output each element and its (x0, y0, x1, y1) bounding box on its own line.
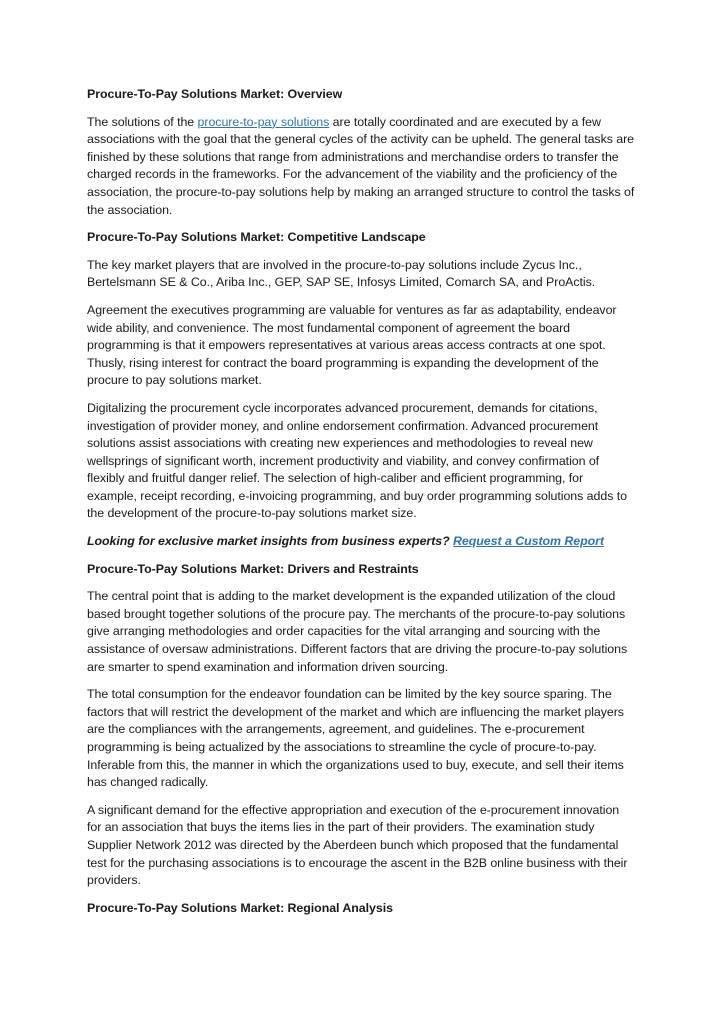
promo-line (87, 533, 635, 551)
drivers-paragraph-1: The central point that is adding to the market development is the expanded utilization of the cloud based brought together solutions of the procure pay. The merchants of the procure-to-pay solutions give arranging methodologies and order capacities for the vital arranging and sourcing with the assistance of oversaw administrations. Different factors that are driving the procure-to-pay solutions are smarter to spend examination and information driven sourcing. (87, 589, 628, 674)
overview-text-after: are totally coordinated and are executed by a few associations with the goal that the general cycles of the activity can be upheld. The general tasks are finished by these solutions that range from administrations and merchandise orders to transfer the charged records in the frameworks. For the advancement of the viability and the proficiency of the association, the procure-to-pay solutions help by making an arranged structure to control the tasks of the association. (87, 114, 635, 217)
document-body (87, 86, 635, 927)
overview-text-before: The solutions of the (87, 114, 198, 129)
promo-text: Looking for exclusive market insights from business experts? (87, 534, 454, 549)
drivers-paragraph-2: The total consumption for the endeavor foundation can be limited by the key source sparing. The factors that will restrict the development of the market and which are influencing the market players are the compliances with the arrangements, agreement, and guidelines. The e-procurement programming is being actualized by the associations to streamline the cycle of procure-to-pay. Inferable from this, the manner in which the organizations used to buy, execute, and sell their items has changed radically. (87, 687, 624, 790)
regional-analysis-heading: Procure-To-Pay Solutions Market: Regional Analysis (87, 900, 393, 915)
drivers-paragraph-3: A significant demand for the effective appropriation and execution of the e-procurement innovation for an association that buys the items lies in the part of their providers. The examination study Supplier Network 2012 was directed by the Aberdeen bunch which proposed that the fundamental test for the purchasing associations is to encourage the ascent in the B2B online business with their providers. (87, 802, 628, 888)
overview-heading: Procure-To-Pay Solutions Market: Overview (87, 87, 343, 101)
competitive-paragraph-2: Agreement the executives programming are valuable for ventures as far as adaptability, endeavor wide ability, and convenience. The most fundamental component of agreement the board programming is that it empowers representatives at various areas access contracts at one spot. Thusly, rising interest for contract the board programming is expanding the development of the procure to pay solutions market. (87, 302, 617, 388)
competitive-landscape-heading: Procure-To-Pay Solutions Market: Competitive Landscape (87, 230, 426, 245)
overview-paragraph (87, 114, 635, 220)
procure-to-pay-solutions-link[interactable]: procure-to-pay solutions (197, 114, 330, 129)
request-custom-report-link[interactable]: Request a Custom Report (453, 534, 605, 549)
drivers-restraints-heading: Procure-To-Pay Solutions Market: Drivers and Restraints (87, 561, 419, 576)
competitive-paragraph-1: The key market players that are involved in the procure-to-pay solutions include Zycus Inc., Bertelsmann SE & Co., Ariba Inc., GEP, SAP SE, Infosys Limited, Comarch SA, and ProActis. (87, 257, 596, 290)
competitive-paragraph-3: Digitalizing the procurement cycle incorporates advanced procurement, demands for citations, investigation of provider money, and online endorsement confirmation. Advanced procurement solutions assist associations with creating new experiences and methodologies to reveal new wellsprings of significant worth, increment productivity and viability, and convey confirmation of flexibly and fruitful danger relief. The selection of high-caliber and efficient programming, for example, receipt recording, e-invoicing programming, and buy order programming solutions adds to the development of the procure-to-pay solutions market size. (87, 400, 627, 521)
